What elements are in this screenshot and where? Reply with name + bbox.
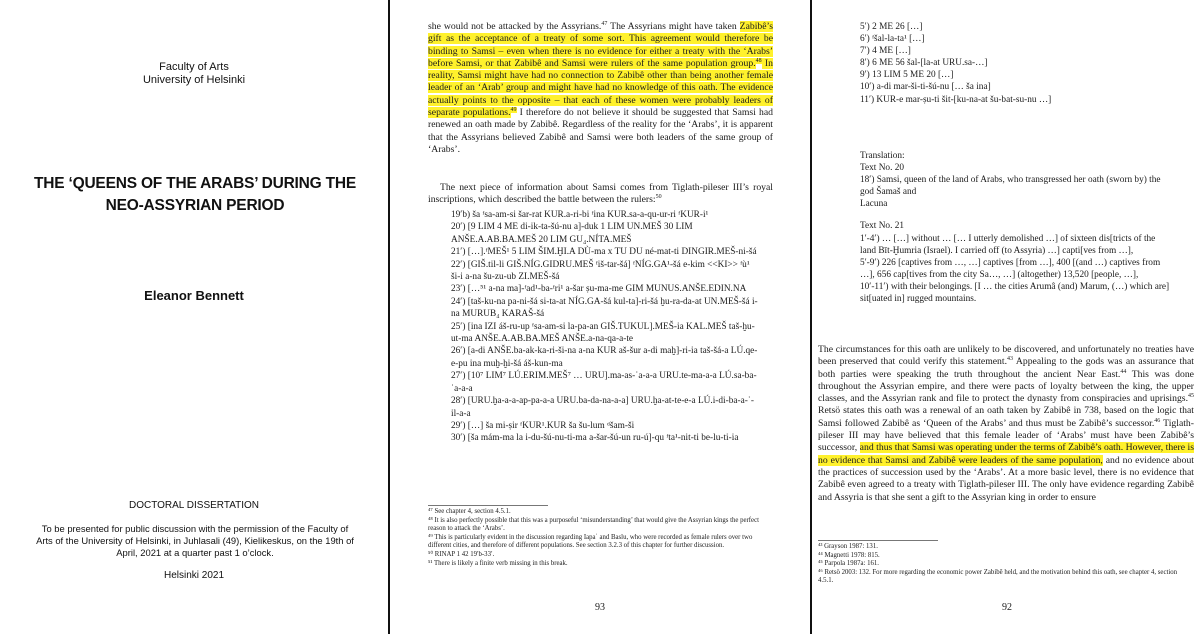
text-segment: Tiglath-pileser III may have believed that this female leader of ‘Arabs’ must have been Zabibê’s successor, [818,417,1195,454]
footnote: ⁴⁴ Magnetti 1978: 815. [818,551,880,559]
footnote: ⁴⁹ This is particularly evident in the discussion regarding Iapaʾ and Baslu, who were recorded as female rulers over two different cities, and therefore of different populations. See section 3.2.3 of this chapter for further discussion. [428,533,753,550]
text-segment: Appealing to the gods was an assurance that both parties were speaking the truth throughout the ancient Near East. [818,356,1194,380]
transliteration-line: 29′) […] ša mi-ṣir ᶠKUR¹.KUR ša šu-lum ᵈšam-ši [451,420,635,431]
footnote-ref-46[interactable]: 46 [1154,417,1161,424]
transliteration-line: 30′) [ša mám-ma la i-du-šú-nu-ti-ma a-šar-šú-un ru-ú]-qu ᶠta¹-nit-ti be-lu-ti-ia [451,433,739,444]
footnote: ⁴⁵ Parpola 1987a: 161. [818,560,879,568]
faculty-block [0,61,388,87]
highlighted-passage-2: In reality, Samsi might have had no connection to Zabibê other than being another female leader of an ‘Arab’ group and might have had no knowledge of this oath. The evidence actually points to the opposite – that each of these women were probably leaders of separate populations. [428,57,773,119]
footnote-ref-48[interactable]: 48 [755,57,762,64]
footnote: ⁵¹ There is likely a finite verb missing in this break. [428,559,568,567]
transliteration-line: 28′) [URU.ḫa-a-a-ap-pa-a-a URU.ba-da-na-a-a] URU.ḫa-at-te-e-a LÚ.i-di-ba-a-ʾ-il-a-a [451,396,754,419]
note-line-2: Arts of the University of Helsinki, in Juhlasali (49), Kielikeskus, on the 19th of [36,535,354,546]
cover-page [0,0,388,634]
footnote-rule [818,540,938,541]
footnote-ref-49[interactable]: 49 [510,107,517,114]
footnote: ⁴⁶ Retsö 2003: 132. For more regarding the economic power Zabibê held, and the motivation behind this oath, see chapter 4, section 4.5.1. [818,568,1178,585]
footnote-ref-47[interactable]: 47 [601,21,608,27]
author-name: Eleanor Bennett [144,288,244,303]
transliteration-line: 5′) 2 ME 26 […] [860,22,923,32]
note-line-3: April, 2021 at a quarter past 1 o’clock. [116,547,274,558]
transliteration-line: 20′) [9 LIM 4 ME di-ik-ta-šú-nu a]-duk 1 LIM UN.MEŠ 30 LIM ANŠE.A.AB.BA.MEŠ 20 LIM GU₄.NÍTA.MEŠ [451,222,693,245]
book-page-92 [812,0,1200,634]
title-line-2: NEO-ASSYRIAN PERIOD [105,197,285,214]
footnotes-92 [818,543,1194,586]
text-segment: and no evidence about the practices of succession used by the ‘Arabs’. At a more basic level, there is no evidence that Zabibê even agreed to a treaty with Tiglath-pileser III. The only have evidence regarding Zabibê and Assyria is that she sent a gift to the Assyrian king in order to ensure [818,454,1194,503]
highlighted-passage-1: Zabibê’s gift as the acceptance of a treaty of some sort. This agreement would therefore be binding to Samsi – even when there is no evidence for either a treaty with the ‘Arabs’ before Samsi, or that Zabibê and Samsi were rulers of the same population group. [428,21,774,69]
footnote-ref-45[interactable]: 45 [1188,393,1194,400]
dissertation-label: DOCTORAL DISSERTATION [128,500,260,511]
transliteration-line: 9′) 13 LIM 5 ME 20 […] [860,70,954,81]
transliteration-line: 7′) 4 ME […] [860,46,911,57]
transliteration-line: 27′) [10⁷ LIM⁷ LÚ.ERIM.MEŠ⁷ … URU].ma-as-ʾa-a-a URU.te-ma-a-a LÚ.sa-ba-ʾa-a-a [451,371,757,394]
transliteration-line: 11′) KUR-e mar-ṣu-ti šit-[ku-na-at šu-bat-su-nu …] [860,94,1052,105]
text20-line: 18′) Samsi, queen of the land of Arabs, who transgressed her oath (sworn by) the god Šamaš and [860,175,1161,198]
text-segment: The Assyrians might have taken [607,21,737,32]
paragraph-main [818,344,1194,504]
text21-label: Text No. 21 [860,221,905,232]
transliteration-line: 26′) [a-di ANŠE.ba-ak-ka-ri-ši-na a-na KUR aš-šur a-di maḫ]-ri-ia taš-šá-a LÚ.qe-e-pu ina muḫ-ḫi-šá áš-kun-ma [451,346,758,369]
title-line-1: THE ‘QUEENS OF THE ARABS’ DURING THE [33,175,357,192]
page-number: 93 [595,602,605,613]
transliteration-line: 25′) [ina IZI áš-ru-up ᶠsa-am-si la-pa-an GIŠ.TUKUL].MEŠ-ia KAL.MEŠ taš-ḫu-ut-ma ANŠE.A.AB.BA.MEŠ ANŠE.a-na-qa-a-te [451,321,755,345]
highlighted-passage: and thus that Samsi was operating under the terms of Zabibê’s oath. However, there is no evidence that Samsi and Zabibê were leaders of the same population, [818,442,1194,466]
translation-line: 1′-4′) … […] without … [… I utterly demolished …] of sixteen dis[tricts of the land Bīt-Ḫumria (Israel). I carried off (to Assyria) …] capti[ves from …], [860,233,1156,256]
translation-line: 5′-9′) 226 [captives from …, …] captives [from …], 400 [(and …) captives from …], 656 cap[tives from the city Sa…, …] (altogether) 13,520 [people, …], [860,257,1161,280]
footnotes-93 [428,508,773,568]
footnote-rule [428,505,548,506]
transliteration-line: 8′) 6 ME 56 šal-[la-at URU.sa-…] [860,58,988,69]
transliteration-line: 22′) [GIŠ.til-li GIŠ.NÍG.GIDRU.MEŠ ᶠiš-tar-šá] ᶠNÍG.GA¹-šá e-kim <<KI>> ᶠù¹ ši-i a-na šu-zu-ub ZI.MEŠ-šá [451,259,750,283]
transliteration-line: 19′b) ša ᶠsa-am-si šar-rat KUR.a-ri-bi ᶠina KUR.sa-a-qu-ur-ri ᶠKUR-i¹ [451,210,709,220]
translation-block [860,150,1170,305]
text-segment: she would not be attacked by the Assyrians. [428,21,602,32]
page-number: 92 [1002,602,1012,613]
footnote-ref-43[interactable]: 43 [1007,356,1013,363]
transliteration-line: 6′) ᶠšal-la-ta¹ […] [860,34,925,45]
paragraph-1 [428,21,773,156]
book-page-93 [390,0,810,634]
transliteration-line: 23′) […⁵¹ a-na ma]-ᶠad¹-ba-ᶠri¹ a-šar ṣu-ma-me GIM MUNUS.ANŠE.EDIN.NA [451,284,747,295]
transliteration-line: 21′) […].ᶠMEŠ¹ 5 LIM ŠIM.ḪI.A DÙ-ma x TU DU né-mat-ti DINGIR.MEŠ-ni-šá [451,247,757,258]
footnote-ref-44[interactable]: 44 [1120,368,1127,375]
footnote: ⁵⁰ RINAP 1 42 19′b-33′. [428,550,495,558]
text21-lines [860,233,1170,306]
lacuna: Lacuna [860,199,888,210]
dissertation-title [20,173,370,217]
note-line-1: To be presented for public discussion with the permission of the Faculty of [41,523,349,534]
university-name: University of Helsinki [142,74,246,86]
footnote: ⁴³ Grayson 1987: 131. [818,543,878,550]
transliteration-list [860,21,1160,106]
faculty-name: Faculty of Arts [159,61,229,73]
text-segment: This was done throughout the Assyrian empire, and there were pacts of loyalty between the king, the upper classes, and the Assyrian rank and file to protect the dynasty from conspiracies and uprisings. [818,368,1194,405]
translation-label: Translation: [860,151,905,161]
city-year: Helsinki 2021 [163,570,225,581]
text-segment: Retsö states this oath was a renewal of an oath taken by Zabibê in 738, based on the logic that Samsi followed Zabibê as ‘Queen of the Arabs’ and thus must be Zabibê’s successor. [818,405,1194,429]
text-segment: The next piece of information about Samsi comes from Tiglath-pileser III’s royal inscriptions, which described the battle between the rulers: [428,182,773,206]
footnote: ⁴⁷ See chapter 4, section 4.5.1. [428,508,511,515]
transliteration-line: 10′) a-di mar-ši-ti-šú-nu [… ša ina] [860,82,991,93]
defense-note [30,523,360,559]
footnote: ⁴⁸ It is also perfectly possible that this was a purposeful ‘misunderstanding’ that would give the Assyrian kings the perfect reason to attack the ‘Arabs’. [428,516,759,533]
paragraph-2 [428,182,773,207]
transliteration-block [451,209,761,445]
text20-label: Text No. 20 [860,163,905,174]
translation-line: 10′-11′) with their belongings. [I … the cities Arumâ (and) Marum, (…) which are] sit[uated in] rugged mountains. [860,281,1170,305]
transliteration-line: 24′) [taš-ku-na pa-ni-šá si-ta-at NÍG.GA-šá kul-ta]-ri-šá ḫu-ra-da-at UN.MEŠ-šá i-na MURUB₄ KARAŠ-šá [451,296,758,320]
text-segment: I therefore do not believe it should be suggested that Samsi had renewed an oath made by Zabibê. Regardless of the reality for the ‘Arabs’, it is apparent that the Assyrians believed Zabibê and Samsi were both leaders of the same group of ‘Arabs’. [428,107,774,155]
text-segment: The circumstances for this oath are unlikely to be discovered, and unfortunately no treaties have been preserved that could verify this statement. [818,344,1194,368]
footnote-ref-50[interactable]: 50 [655,194,662,201]
